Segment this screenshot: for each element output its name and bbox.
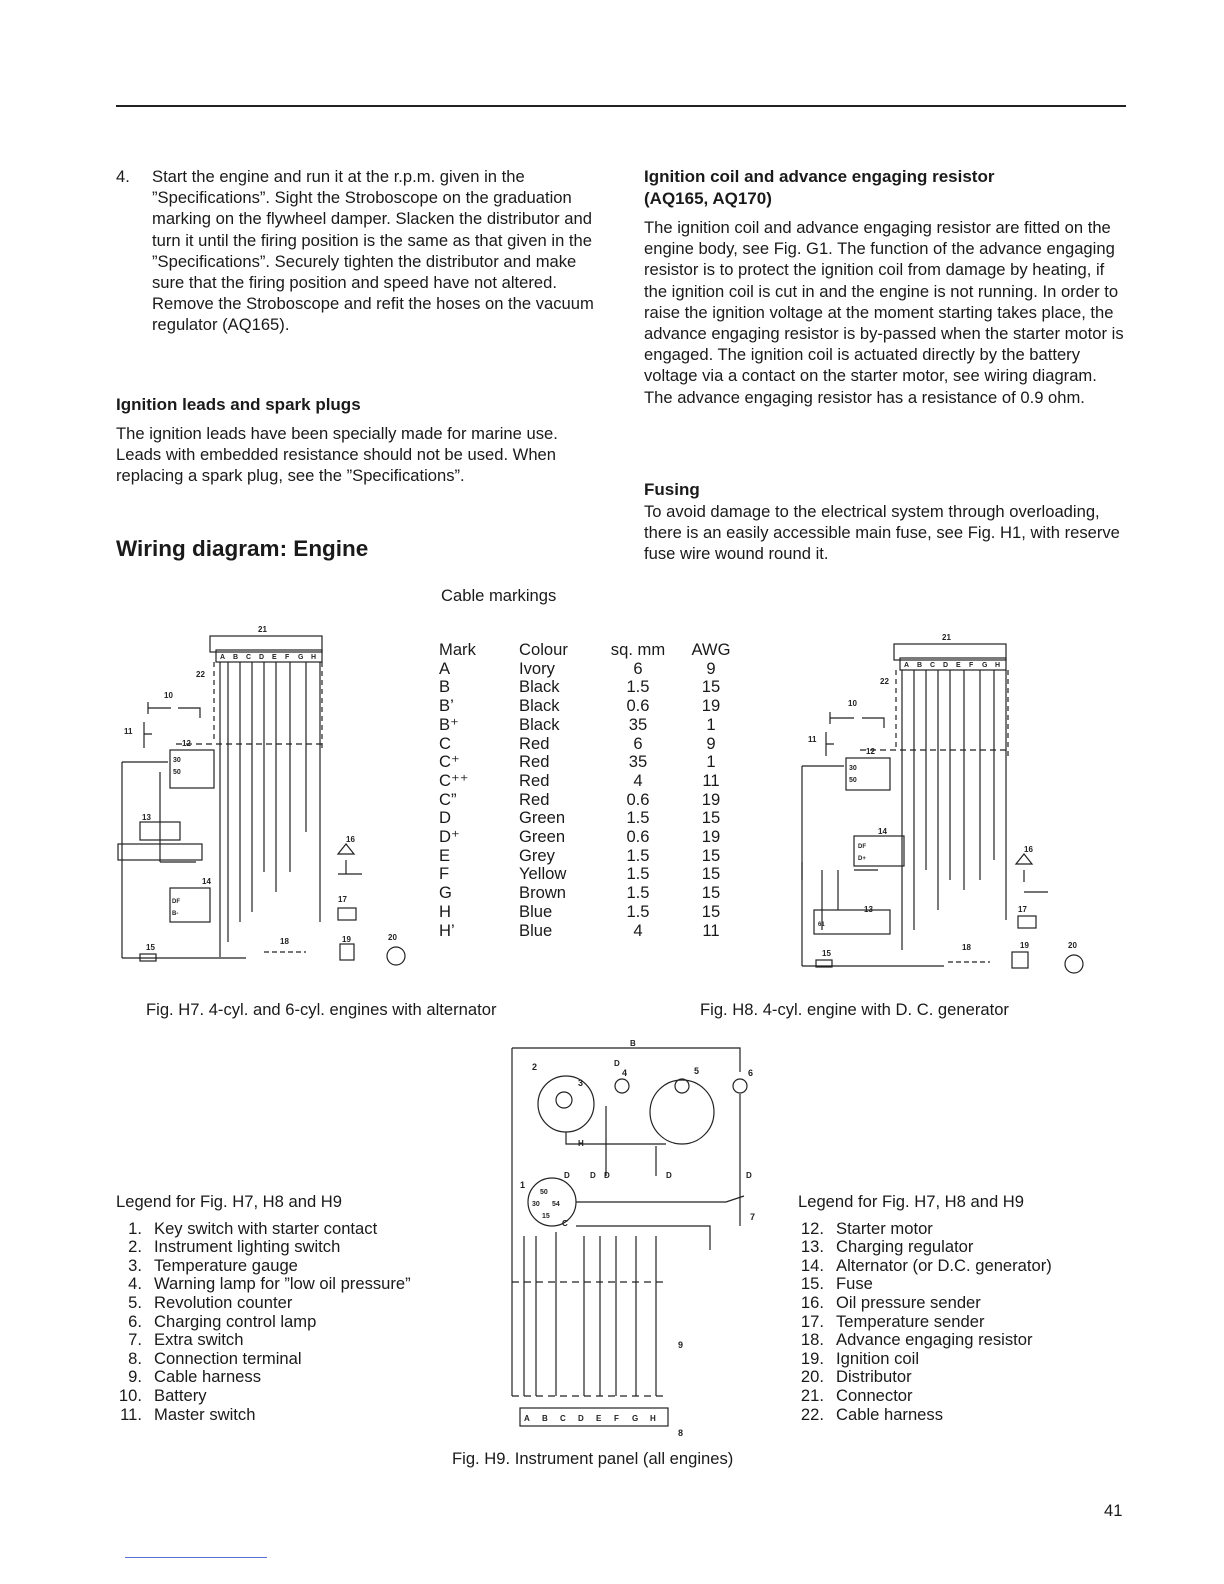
legend-text: Cable harness xyxy=(836,1404,944,1424)
table-cell: Red xyxy=(519,770,550,790)
temperature-gauge-face xyxy=(556,1092,572,1108)
wire-d-2: D xyxy=(590,1171,596,1180)
table-cell: 35 xyxy=(628,752,648,772)
list-item xyxy=(798,1350,1052,1369)
legend-text: Temperature sender xyxy=(836,1311,985,1331)
h9-connector-letter: G xyxy=(632,1414,639,1423)
h7-connector-letter: G xyxy=(298,654,304,661)
terminal-30: 30 xyxy=(849,765,857,772)
terminal-50: 50 xyxy=(849,777,857,784)
label-17: 17 xyxy=(1018,905,1027,914)
h9-connector-letter: C xyxy=(560,1414,566,1423)
table-cell: H xyxy=(439,901,451,921)
terminal-30: 30 xyxy=(532,1201,540,1208)
list-item xyxy=(798,1275,1052,1294)
legend-text: Master switch xyxy=(154,1404,256,1424)
fig-h7-caption: Fig. H7. 4-cyl. and 6-cyl. engines with alternator xyxy=(146,1000,497,1019)
fig-h8-diagram xyxy=(798,630,1096,975)
legend-number: 14. xyxy=(800,1255,824,1275)
table-row xyxy=(439,865,743,884)
h7-connector-letter: F xyxy=(285,654,290,661)
legend-number: 9. xyxy=(128,1367,142,1387)
list-item xyxy=(798,1406,1052,1425)
wire-c-label: C xyxy=(562,1219,568,1228)
header-colour: Colour xyxy=(519,640,568,659)
legend-right-title: Legend for Fig. H7, H8 and H9 xyxy=(798,1192,1024,1211)
table-cell: Green xyxy=(519,808,566,828)
label-2: 2 xyxy=(532,1062,538,1072)
table-row xyxy=(439,922,743,941)
terminal-50: 50 xyxy=(540,1189,548,1196)
table-cell: 4 xyxy=(633,920,643,940)
list-item xyxy=(798,1331,1052,1350)
table-cell: Red xyxy=(519,789,550,809)
list-item xyxy=(116,1331,411,1350)
label-18: 18 xyxy=(280,937,289,946)
h7-connector-letter: C xyxy=(246,654,252,661)
h9-connector-letter: B xyxy=(542,1414,548,1423)
wire-d-5: D xyxy=(746,1171,752,1180)
table-cell: Brown xyxy=(519,883,567,903)
label-5: 5 xyxy=(694,1066,700,1076)
label-10: 10 xyxy=(848,699,857,708)
table-cell: Yellow xyxy=(519,864,567,884)
legend-text: Oil pressure sender xyxy=(836,1292,981,1312)
label-15: 15 xyxy=(146,943,155,952)
list-item xyxy=(116,1275,411,1294)
list-item xyxy=(798,1387,1052,1406)
terminal-50: 50 xyxy=(173,769,181,776)
table-cell: Blue xyxy=(519,901,553,921)
ignition-coil-19 xyxy=(340,944,354,960)
label-20: 20 xyxy=(388,933,397,942)
table-row xyxy=(439,809,743,828)
fig-h8-caption: Fig. H8. 4-cyl. engine with D. C. generator xyxy=(700,1000,1009,1019)
list-item xyxy=(116,1238,411,1257)
table-row xyxy=(439,678,743,697)
list-item xyxy=(116,1313,411,1332)
charging-control-lamp-6 xyxy=(733,1079,747,1093)
table-cell: 15 xyxy=(701,845,721,865)
legend-number: 10. xyxy=(118,1385,142,1405)
legend-text: Warning lamp for ”low oil pressure” xyxy=(154,1274,411,1294)
h8-connector-letter: C xyxy=(930,662,936,669)
legend-number: 3. xyxy=(128,1255,142,1275)
fig-h7-diagram xyxy=(116,622,416,974)
legend-right xyxy=(798,1193,1052,1424)
table-cell: 15 xyxy=(701,901,721,921)
ignition-coil-section xyxy=(644,166,1128,408)
table-row xyxy=(439,772,743,791)
step-number: 4. xyxy=(116,167,130,186)
legend-number: 16. xyxy=(800,1292,824,1312)
label-3: 3 xyxy=(578,1078,584,1088)
list-item xyxy=(116,1220,411,1239)
label-19: 19 xyxy=(342,935,351,944)
cable-markings-table xyxy=(439,641,743,940)
legend-right-list xyxy=(798,1220,1052,1425)
table-cell: 1.5 xyxy=(626,901,650,921)
label-7: 7 xyxy=(750,1212,756,1222)
terminal-15: 15 xyxy=(542,1213,550,1220)
legend-number: 15. xyxy=(800,1274,824,1294)
table-cell: 15 xyxy=(701,883,721,903)
label-12: 12 xyxy=(866,747,875,756)
table-row xyxy=(439,735,743,754)
table-cell: F xyxy=(439,864,450,884)
table-row xyxy=(439,847,743,866)
label-11: 11 xyxy=(124,727,133,736)
legend-number: 18. xyxy=(800,1330,824,1350)
fusing-heading: Fusing xyxy=(644,480,700,499)
table-cell: D⁺ xyxy=(439,827,460,847)
table-cell: Green xyxy=(519,827,566,847)
table-cell: 15 xyxy=(701,808,721,828)
ignition-leads-text: The ignition leads have been specially made for marine use. Leads with embedded resistance should not be used. When replacing a spark plug, see the ”Specifications”. xyxy=(116,424,558,486)
table-cell: 1 xyxy=(706,714,716,734)
legend-number: 6. xyxy=(128,1311,142,1331)
table-cell: Red xyxy=(519,733,550,753)
label-18: 18 xyxy=(962,943,971,952)
warning-lamp-4 xyxy=(615,1079,629,1093)
label-20: 20 xyxy=(1068,941,1077,950)
label-22: 22 xyxy=(880,677,889,686)
list-item xyxy=(116,1406,411,1425)
legend-text: Distributor xyxy=(836,1367,912,1387)
label-10: 10 xyxy=(164,691,173,700)
table-cell: 15 xyxy=(701,677,721,697)
table-cell: 9 xyxy=(706,733,716,753)
legend-text: Starter motor xyxy=(836,1218,933,1238)
ignition-coil-heading-2: (AQ165, AQ170) xyxy=(644,189,772,208)
terminal-61: 61 xyxy=(818,922,825,928)
terminal-30: 30 xyxy=(173,757,181,764)
table-cell: C⁺ xyxy=(439,752,460,772)
list-item xyxy=(116,1368,411,1387)
h9-connector-letter: H xyxy=(650,1414,656,1423)
table-cell: 35 xyxy=(628,714,648,734)
h7-connector-letter: H xyxy=(311,654,317,661)
label-8: 8 xyxy=(678,1428,684,1438)
table-cell: 0.6 xyxy=(626,696,650,716)
h8-connector-letter: B xyxy=(917,662,923,669)
label-14: 14 xyxy=(878,827,887,836)
header-mark: Mark xyxy=(439,640,476,659)
wiring-diagram-heading: Wiring diagram: Engine xyxy=(116,536,369,561)
step-4 xyxy=(116,166,600,336)
h8-connector-letter: F xyxy=(969,662,974,669)
legend-left xyxy=(116,1193,411,1424)
label-16: 16 xyxy=(1024,845,1033,854)
label-15: 15 xyxy=(822,949,831,958)
table-cell: 1 xyxy=(706,752,716,772)
terminal-dplus: D+ xyxy=(858,856,866,862)
legend-text: Key switch with starter contact xyxy=(154,1218,378,1238)
table-cell: Ivory xyxy=(519,658,555,678)
legend-number: 7. xyxy=(128,1330,142,1350)
table-row xyxy=(439,828,743,847)
wire-d-3: D xyxy=(604,1171,610,1180)
table-cell: 1.5 xyxy=(626,883,650,903)
table-cell: 11 xyxy=(702,770,720,790)
legend-text: Charging regulator xyxy=(836,1237,974,1257)
table-row xyxy=(439,697,743,716)
label-12: 12 xyxy=(182,739,191,748)
terminal-b-minus: B- xyxy=(172,911,179,917)
regulator-13 xyxy=(814,910,890,934)
h8-connector-letter: E xyxy=(956,662,961,669)
table-cell: C” xyxy=(439,789,457,809)
fig-h9-diagram xyxy=(496,1036,766,1440)
revolution-counter-lamp xyxy=(675,1079,689,1093)
starter-motor-12 xyxy=(846,758,890,790)
legend-number: 17. xyxy=(800,1311,824,1331)
table-row xyxy=(439,753,743,772)
table-cell: Grey xyxy=(519,845,555,865)
table-cell: 1.5 xyxy=(626,845,650,865)
table-cell: 11 xyxy=(702,920,720,940)
label-21: 21 xyxy=(258,625,267,634)
table-cell: A xyxy=(439,658,451,678)
wire-b-label: B xyxy=(630,1039,636,1048)
table-cell: C xyxy=(439,733,451,753)
table-cell: 6 xyxy=(633,658,643,678)
step-text: Start the engine and run it at the r.p.m. given in the ”Specifications”. Sight the Stroboscope on the graduation marking on the flywheel damper. Slacken the distributor and turn it until the firing position is the same as that given in the ”Specifications”. Securely tighten the distributor and make sure that the firing position and speed have not altered. Remove the Stroboscope and refit the hoses on the vacuum regulator (AQ165). xyxy=(152,167,594,335)
table-cell: Red xyxy=(519,752,550,772)
label-21: 21 xyxy=(942,633,951,642)
legend-text: Revolution counter xyxy=(154,1292,293,1312)
legend-text: Advance engaging resistor xyxy=(836,1330,1033,1350)
table-cell: 0.6 xyxy=(626,789,650,809)
table-cell: 19 xyxy=(701,827,721,847)
table-row xyxy=(439,716,743,735)
table-cell: B’ xyxy=(439,696,454,716)
table-cell: 4 xyxy=(633,770,643,790)
legend-number: 21. xyxy=(800,1385,824,1405)
legend-number: 2. xyxy=(128,1237,142,1257)
list-item xyxy=(116,1350,411,1369)
list-item xyxy=(798,1238,1052,1257)
table-cell: 6 xyxy=(633,733,643,753)
footer-line xyxy=(125,1557,267,1558)
table-row xyxy=(439,791,743,810)
page-number: 41 xyxy=(1104,1501,1123,1520)
table-cell: Black xyxy=(519,677,560,697)
h7-connector-letter: B xyxy=(233,654,239,661)
fusing-text: To avoid damage to the electrical system through overloading, there is an easily accessible main fuse, see Fig. H1, with reserve fuse wire wound round it. xyxy=(644,502,1120,564)
label-19: 19 xyxy=(1020,941,1029,950)
label-1: 1 xyxy=(520,1180,526,1190)
legend-number: 4. xyxy=(128,1274,142,1294)
h7-connector-letter: E xyxy=(272,654,277,661)
h7-connector-letter: D xyxy=(259,654,265,661)
legend-text: Ignition coil xyxy=(836,1348,920,1368)
label-6: 6 xyxy=(748,1068,754,1078)
terminal-54: 54 xyxy=(552,1201,560,1208)
temp-sender-17 xyxy=(338,908,356,920)
temp-sender-17 xyxy=(1018,916,1036,928)
legend-number: 1. xyxy=(128,1218,142,1238)
table-cell: 19 xyxy=(701,696,721,716)
distributor-20 xyxy=(387,947,405,965)
table-cell: Black xyxy=(519,714,560,734)
table-cell: 1.5 xyxy=(626,677,650,697)
table-cell: H’ xyxy=(439,920,455,940)
label-22: 22 xyxy=(196,670,205,679)
legend-text: Instrument lighting switch xyxy=(154,1237,341,1257)
legend-text: Cable harness xyxy=(154,1367,262,1387)
h9-connector-letter: D xyxy=(578,1414,584,1423)
list-item xyxy=(798,1220,1052,1239)
h9-connector-letter: F xyxy=(614,1414,619,1423)
table-cell: E xyxy=(439,845,451,865)
table-cell: B⁺ xyxy=(439,714,459,734)
legend-text: Connector xyxy=(836,1385,913,1405)
table-cell: Blue xyxy=(519,920,553,940)
list-item xyxy=(798,1257,1052,1276)
list-item xyxy=(798,1368,1052,1387)
h8-connector-letter: G xyxy=(982,662,988,669)
table-row xyxy=(439,884,743,903)
ignition-coil-text: The ignition coil and advance engaging resistor are fitted on the engine body, see Fig. G1. The function of the advance engaging resistor is to protect the ignition coil from damage by heating, if the ignition coil is cut in and the engine is not running. In order to raise the ignition voltage at the moment starting takes place, the advance engaging resistor is by-passed when the starter motor is engaged. The ignition coil is actuated directly by the battery voltage via a contact on the starter motor, see wiring diagram. The advance engaging resistor has a resistance of 0.9 ohm. xyxy=(644,218,1124,407)
table-row xyxy=(439,660,743,679)
legend-text: Connection terminal xyxy=(154,1348,302,1368)
h9-connector-letter: E xyxy=(596,1414,602,1423)
terminal-df: DF xyxy=(172,899,180,905)
h8-connector-letter: H xyxy=(995,662,1001,669)
table-cell: 19 xyxy=(701,789,721,809)
label-14: 14 xyxy=(202,877,211,886)
cable-markings-title: Cable markings xyxy=(441,586,557,605)
list-item xyxy=(116,1257,411,1276)
legend-number: 22. xyxy=(800,1404,824,1424)
table-header-row xyxy=(439,641,743,660)
table-cell: 0.6 xyxy=(626,827,650,847)
wire-h-label: H xyxy=(578,1139,584,1148)
table-row xyxy=(439,903,743,922)
table-cell: 9 xyxy=(706,658,716,678)
legend-number: 12. xyxy=(800,1218,824,1238)
list-item xyxy=(798,1294,1052,1313)
legend-text: Battery xyxy=(154,1385,207,1405)
wire-d-1: D xyxy=(564,1171,570,1180)
legend-text: Charging control lamp xyxy=(154,1311,317,1331)
ignition-leads-heading: Ignition leads and spark plugs xyxy=(116,395,361,414)
table-cell: D xyxy=(439,808,451,828)
legend-number: 19. xyxy=(800,1348,824,1368)
label-17: 17 xyxy=(338,895,347,904)
wire-d-4: D xyxy=(666,1171,672,1180)
fusing-section xyxy=(644,479,1128,565)
list-item xyxy=(798,1313,1052,1332)
table-cell: 1.5 xyxy=(626,808,650,828)
header-awg: AWG xyxy=(691,640,731,659)
header-sqmm: sq. mm xyxy=(610,640,666,659)
label-d-4: D xyxy=(614,1059,620,1068)
label-11: 11 xyxy=(808,735,817,744)
ignition-leads-section xyxy=(116,394,600,487)
legend-number: 20. xyxy=(800,1367,824,1387)
table-cell: Black xyxy=(519,696,560,716)
ignition-coil-heading-1: Ignition coil and advance engaging resistor xyxy=(644,167,995,186)
legend-left-list xyxy=(116,1220,411,1425)
table-cell: 1.5 xyxy=(626,864,650,884)
h7-connector-letter: A xyxy=(220,654,226,661)
terminal-df: DF xyxy=(858,844,866,850)
list-item xyxy=(116,1294,411,1313)
label-9: 9 xyxy=(678,1340,684,1350)
h8-connector-letter: D xyxy=(943,662,949,669)
legend-number: 5. xyxy=(128,1292,142,1312)
legend-number: 8. xyxy=(128,1348,142,1368)
legend-number: 11. xyxy=(120,1404,142,1424)
label-13: 13 xyxy=(142,813,151,822)
table-cell: 15 xyxy=(701,864,721,884)
temperature-gauge-3 xyxy=(538,1076,594,1132)
ignition-coil-19 xyxy=(1012,952,1028,968)
revolution-counter-5 xyxy=(650,1080,714,1144)
table-cell: C⁺⁺ xyxy=(439,770,469,790)
legend-text: Fuse xyxy=(836,1274,873,1294)
legend-text: Alternator (or D.C. generator) xyxy=(836,1255,1052,1275)
top-rule xyxy=(116,105,1126,107)
legend-text: Extra switch xyxy=(154,1330,244,1350)
legend-text: Temperature gauge xyxy=(154,1255,298,1275)
legend-left-title: Legend for Fig. H7, H8 and H9 xyxy=(116,1192,342,1211)
label-4: 4 xyxy=(622,1068,628,1078)
label-13: 13 xyxy=(864,905,873,914)
h8-connector-letter: A xyxy=(904,662,910,669)
table-cell: B xyxy=(439,677,451,697)
fig-h9-caption: Fig. H9. Instrument panel (all engines) xyxy=(452,1449,734,1468)
list-item xyxy=(116,1387,411,1406)
distributor-20 xyxy=(1065,955,1083,973)
legend-number: 13. xyxy=(800,1237,824,1257)
label-16: 16 xyxy=(346,835,355,844)
h9-connector-letter: A xyxy=(524,1414,530,1423)
table-cell: G xyxy=(439,883,452,903)
